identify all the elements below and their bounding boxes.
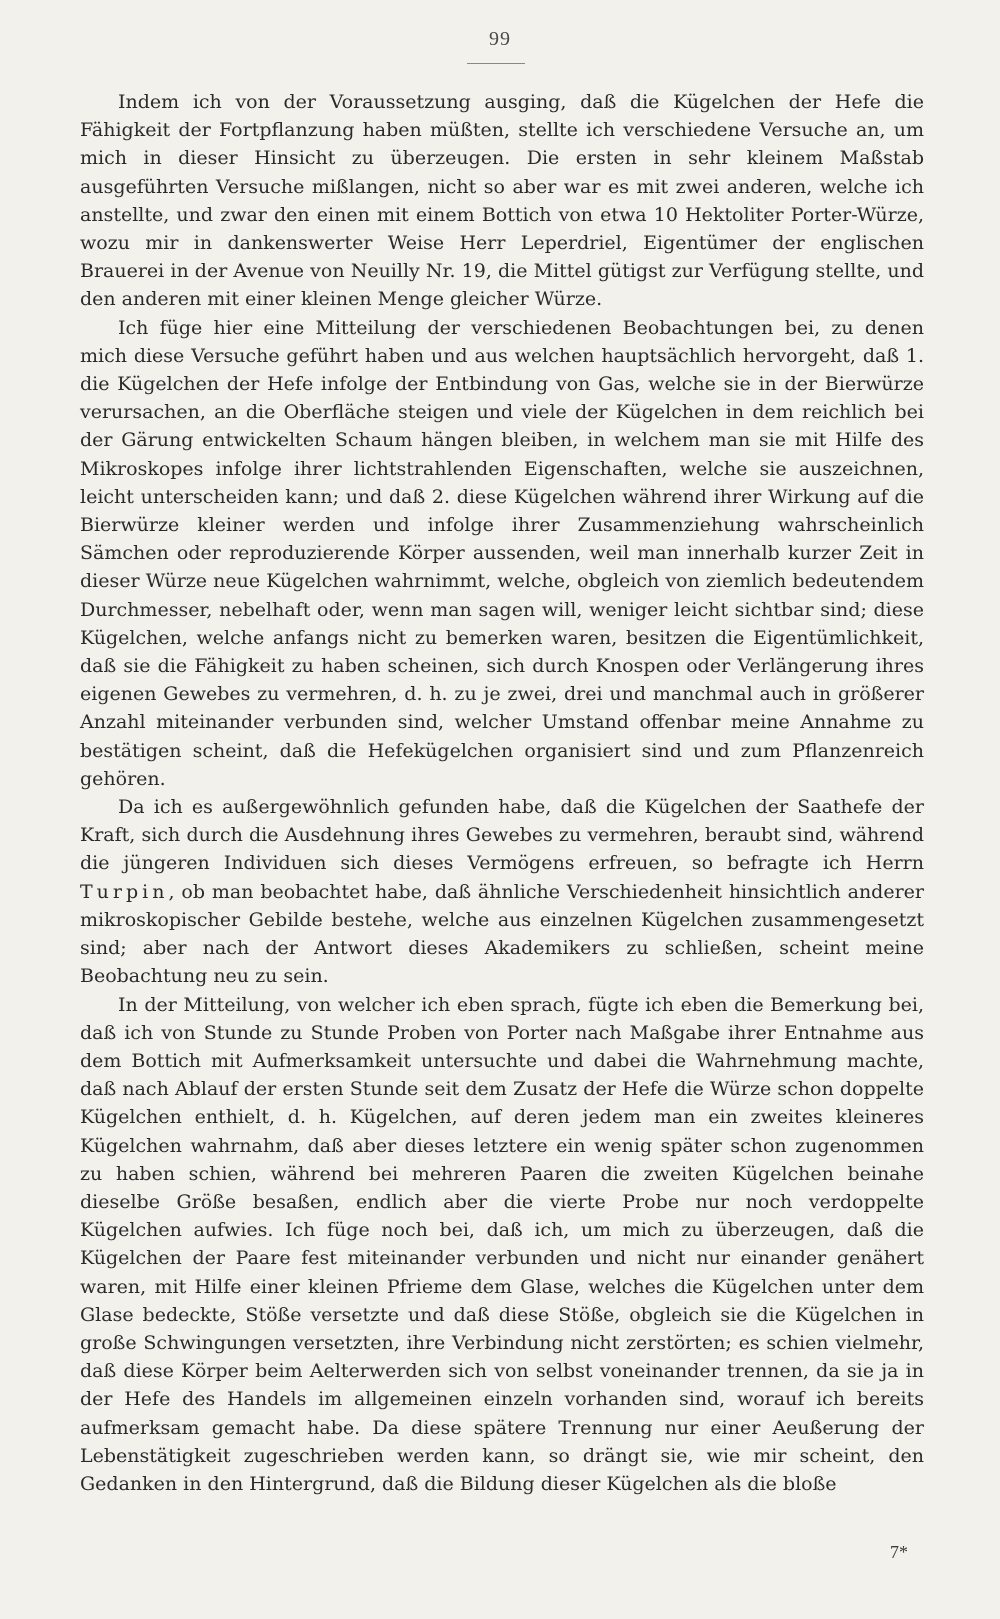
paragraph-3 [80, 793, 924, 990]
paragraph-2: Ich füge hier eine Mitteilung der verschiedenen Beobachtungen bei, zu denen mich diese Versuche geführt haben und aus welchen hauptsächlich hervorgeht, daß 1. die Kügelchen der Hefe infolge der Entbindung von Gas, welche sie in der Bierwürze verursachen, an die Oberfläche steigen und viele der Kügelchen in dem reichlich bei der Gärung entwickelten Schaum hängen bleiben, in welchem man sie mit Hilfe des Mikroskopes infolge ihrer lichtstrahlenden Eigenschaften, welche sie auszeichnen, leicht unterscheiden kann; und daß 2. diese Kügelchen während ihrer Wirkung auf die Bierwürze kleiner werden und infolge ihrer Zusammenziehung wahrscheinlich Sämchen oder reproduzierende Körper aussenden, weil man innerhalb kurzer Zeit in dieser Würze neue Kügelchen wahrnimmt, welche, obgleich von ziemlich bedeutendem Durchmesser, nebelhaft oder, wenn man sagen will, weniger leicht sichtbar sind; diese Kügelchen, welche anfangs nicht zu bemerken waren, besitzen die Eigentümlichkeit, daß sie die Fähigkeit zu haben scheinen, sich durch Knospen oder Verlängerung ihres eigenen Gewebes zu vermehren, d. h. zu je zwei, drei und manchmal auch in größerer Anzahl miteinander verbunden sind, welcher Umstand offenbar meine Annahme zu bestätigen scheint, daß die Hefekügelchen organisiert sind und zum Pflanzenreich gehören. [80, 316, 924, 790]
body-text [80, 88, 924, 1498]
paragraph-1: Indem ich von der Voraussetzung ausging, daß die Kügelchen der Hefe die Fähigkeit der Fortpflanzung haben müßten, stellte ich verschiedene Versuche an, um mich in dieser Hinsicht zu überzeugen. Die ersten in sehr kleinem Maßstab ausgeführten Versuche mißlangen, nicht so aber war es mit zwei anderen, welche ich anstellte, und zwar den einen mit einem Bottich von etwa 10 Hektoliter Porter-Würze, wozu mir in dankenswerter Weise Herr Leperdriel, Eigentümer der englischen Brauerei in der Avenue von Neuilly Nr. 19, die Mittel gütigst zur Verfügung stellte, und den anderen mit einer kleinen Menge gleicher Würze. [80, 91, 924, 311]
page-number: 99 [489, 28, 511, 50]
signature-mark: 7* [890, 1542, 908, 1562]
paragraph-4: In der Mitteilung, von welcher ich eben sprach, fügte ich eben die Bemerkung bei, daß ich von Stunde zu Stunde Proben von Porter nach Maßgabe ihrer Entnahme aus dem Bottich mit Aufmerksamkeit untersuchte und dabei die Wahrnehmung machte, daß nach Ablauf der ersten Stunde seit dem Zusatz der Hefe die Würze schon doppelte Kügelchen enthielt, d. h. Kügelchen, auf deren jedem man ein zweites kleineres Kügelchen wahrnahm, daß aber dieses letztere ein wenig später schon zugenommen zu haben schien, während bei mehreren Paaren die zweiten Kügelchen beinahe dieselbe Größe besaßen, endlich aber die vierte Probe nur noch verdoppelte Kügelchen aufwies. Ich füge noch bei, daß ich, um mich zu überzeugen, daß die Kügelchen der Paare fest miteinander verbunden und nicht nur einander genähert waren, mit Hilfe einer kleinen Pfrieme dem Glase, welches die Kügelchen unter dem Glase bedeckte, Stöße versetzte und daß diese Stöße, obgleich sie die Kügelchen in große Schwingungen versetzten, ihre Verbindung nicht zerstörten; es schien vielmehr, daß diese Körper beim Aelterwerden sich von selbst voneinander trennen, da sie ja in der Hefe des Handels im allgemeinen einzeln vorhanden sind, worauf ich bereits aufmerksam gemacht habe. Da diese spätere Trennung nur einer Aeußerung der Lebenstätigkeit zugeschrieben werden kann, so drängt sie, wie mir scheint, den Gedanken in den Hintergrund, daß die Bildung dieser Kügelchen als die bloße [80, 993, 924, 1495]
paragraph-3-text-before: Da ich es außergewöhnlich gefunden habe, daß die Kügelchen der Saathefe der Kraft, sich durch die Ausdehnung ihres Gewebes zu vermehren, beraubt sind, während die jüngeren Individuen sich dieses Vermögens erfreuen, so befragte ich Herrn [80, 796, 924, 875]
paragraph-3-text-after: , ob man beobachtet habe, daß ähnliche Verschiedenheit hinsichtlich anderer mikroskopischer Gebilde bestehe, welche aus einzelnen Kügelchen zusammengesetzt sind; aber nach der Antwort dieses Akademikers zu schließen, scheint meine Beobachtung neu zu sein. [80, 880, 924, 988]
person-name-turpin: Turpin [80, 880, 169, 903]
header-rule [467, 63, 525, 64]
